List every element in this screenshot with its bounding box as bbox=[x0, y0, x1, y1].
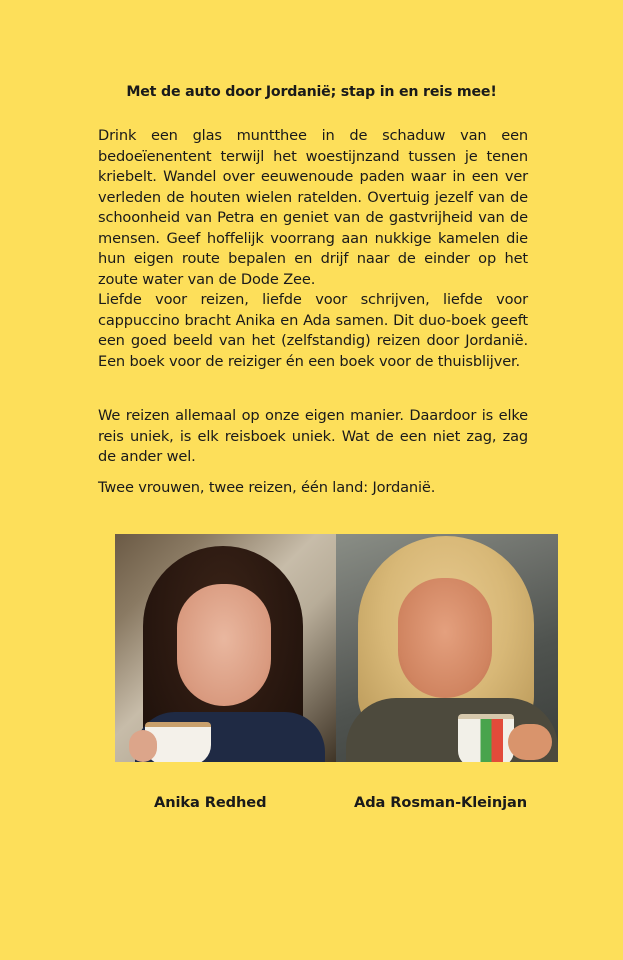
coffee-cup-icon bbox=[458, 714, 514, 762]
blurb-paragraph-1: Drink een glas muntthee in de schaduw van een bedoeïenentent terwijl het woestijnzand tussen je tenen kriebelt. Wandel over eeuwenoude paden waar in een ver verleden de houten wielen ratelden. Overtuig jezelf van de schoonheid van Petra en geniet van de gastvrijheid van de mensen. Geef hoffelijk voorrang aan nukkige kamelen die hun eigen route bepalen en drijf naar de einder op het zoute water van de Dode Zee. bbox=[98, 127, 528, 288]
blurb-paragraph-2: Liefde voor reizen, liefde voor schrijven, liefde voor cappuccino bracht Anika en Ada samen. Dit duo-boek geeft een goed beeld van het (zelfstandig) reizen door Jordanië. Een boek voor de reiziger én een boek voor de thuisblijver. bbox=[98, 291, 528, 370]
author-photo-anika bbox=[115, 534, 336, 762]
cover-title: Met de auto door Jordanië; stap in en reis mee! bbox=[126, 84, 497, 100]
blurb-paragraph-3: We reizen allemaal op onze eigen manier. Daardoor is elke reis uniek, is elk reisboek uniek. Wat de een niet zag, zag de ander wel. bbox=[98, 407, 528, 465]
author-photo-ada bbox=[336, 534, 558, 762]
author-photos bbox=[115, 534, 558, 762]
author-name-anika: Anika Redhed bbox=[154, 794, 267, 811]
author-name-ada: Ada Rosman-Kleinjan bbox=[354, 794, 528, 811]
blurb-paragraph-4: Twee vrouwen, twee reizen, één land: Jordanië. bbox=[98, 479, 436, 496]
